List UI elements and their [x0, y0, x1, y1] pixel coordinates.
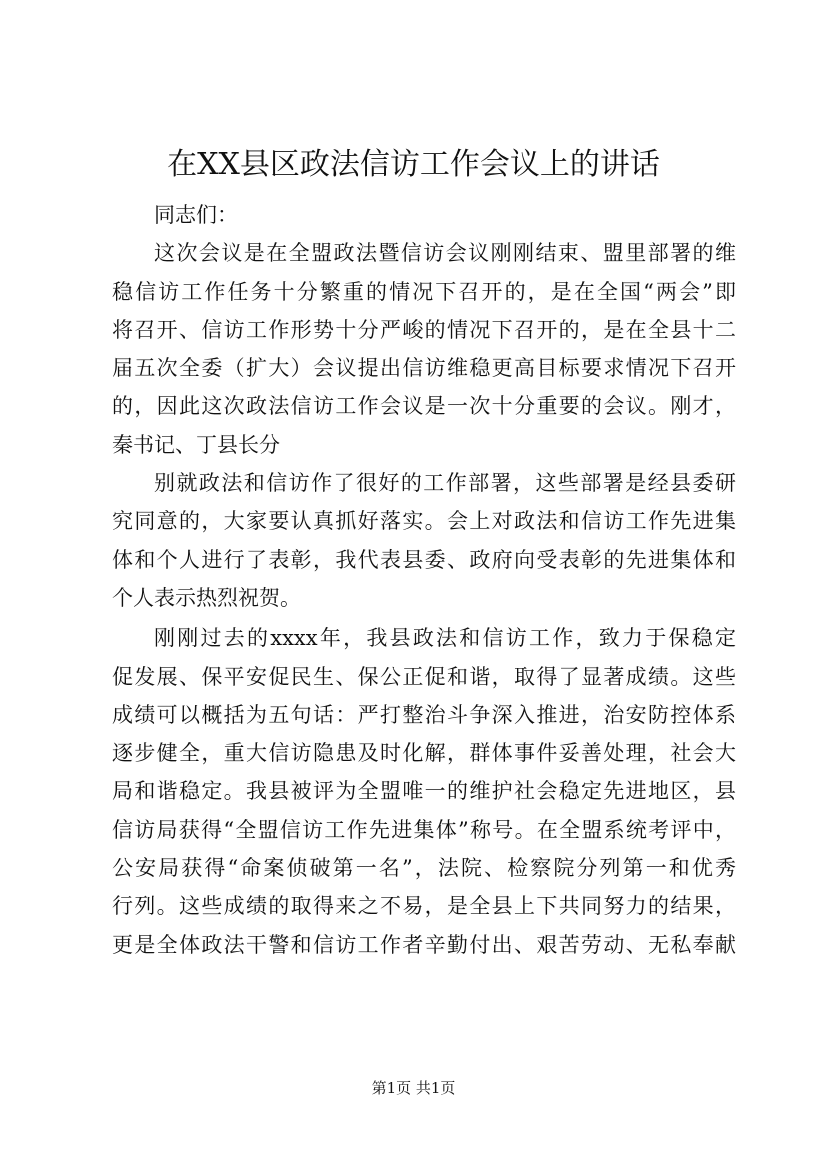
- paragraph-line: 究同意的，大家要认真抓好落实。会上对政法和信访工作先进集: [112, 509, 736, 534]
- greeting: 同志们：: [154, 203, 238, 227]
- paragraph-line: 局和谐稳定。我县被评为全盟唯一的维护社会稳定先进地区，县: [112, 779, 736, 804]
- paragraph-line: 刚刚过去的xxxx年，我县政法和信访工作，致力于保稳定: [154, 626, 736, 651]
- paragraph-line: 信访局获得“全盟信访工作先进集体”称号。在全盟系统考评中，: [112, 817, 736, 842]
- paragraph-line: 将召开、信访工作形势十分严峻的情况下召开的，是在全县十二: [112, 317, 736, 342]
- paragraph-line: 成绩可以概括为五句话：严打整治斗争深入推进，治安防控体系: [112, 702, 736, 727]
- paragraph-line: 个人表示热烈祝贺。: [112, 585, 301, 610]
- paragraph-3: [112, 619, 736, 964]
- paragraph-1: [112, 234, 736, 464]
- paragraph-line: 逐步健全，重大信访隐患及时化解，群体事件妥善处理，社会大: [112, 741, 736, 766]
- paragraph-line: 秦书记、丁县长分: [112, 432, 280, 457]
- page-footer: 第1页 共1页: [371, 1079, 456, 1097]
- paragraph-2: [112, 464, 736, 617]
- document-body: [112, 196, 736, 964]
- paragraph-line: 公安局获得“命案侦破第一名”，法院、检察院分列第一和优秀: [112, 856, 736, 881]
- paragraph-line: 更是全体政法干警和信访工作者辛勤付出、艰苦劳动、无私奉献: [112, 932, 736, 957]
- paragraph-line: 稳信访工作任务十分繁重的情况下召开的，是在全国“两会”即: [112, 279, 736, 304]
- paragraph-line: 别就政法和信访作了很好的工作部署，这些部署是经县委研: [154, 471, 736, 496]
- paragraph-line: 届五次全委（扩大）会议提出信访维稳更高目标要求情况下召开: [112, 356, 736, 381]
- paragraph-line: 这次会议是在全盟政法暨信访会议刚刚结束、盟里部署的维: [154, 241, 736, 266]
- document-title: 在XX县区政法信访工作会议上的讲话: [167, 147, 660, 182]
- paragraph-line: 体和个人进行了表彰，我代表县委、政府向受表彰的先进集体和: [112, 547, 736, 572]
- paragraph-line: 行列。这些成绩的取得来之不易，是全县上下共同努力的结果，: [112, 894, 736, 919]
- paragraph-line: 的，因此这次政法信访工作会议是一次十分重要的会议。刚才，: [112, 394, 736, 419]
- paragraph-line: 促发展、保平安促民生、保公正促和谐，取得了显著成绩。这些: [112, 664, 736, 689]
